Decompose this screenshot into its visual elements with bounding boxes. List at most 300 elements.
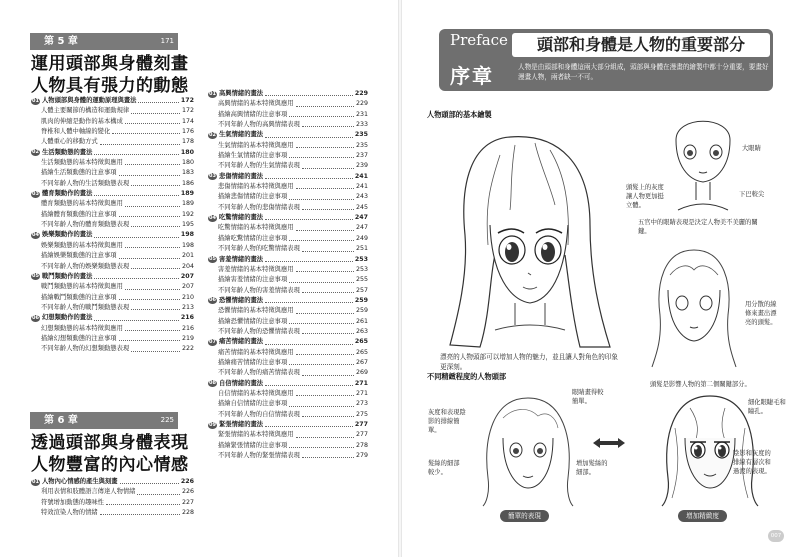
toc-entry-title: 體育類動態的基本特徵與應用 (41, 200, 123, 208)
toc-page-number: 233 (355, 121, 368, 129)
toc-entry-title: 高興情緒的基本特徵與應用 (218, 100, 294, 108)
toc-entry-title: 描繪生氣情緒的注意事項 (218, 152, 288, 160)
toc-entry-row (208, 120, 368, 130)
dot-leader (265, 213, 353, 220)
dot-leader (296, 348, 354, 355)
toc-entry-title: 自信情緒的畫法 (219, 379, 264, 387)
chapter-5-title: 運用頭部與身體刻畫 人物具有張力的動態 (31, 54, 189, 96)
toc-chapter-5 (31, 96, 194, 355)
dot-leader (131, 106, 180, 113)
toc-entry-row (208, 430, 368, 440)
toc-entry-row (208, 110, 368, 120)
annotation-gray-lines: 用分散的線條來畫出漂亮的頭髮。 (745, 301, 777, 326)
chapter-5-page: 171 (160, 37, 174, 45)
annotation-hair-second: 頭髮是影響人物的第二個關鍵部分。 (650, 381, 751, 388)
dot-leader (125, 282, 180, 289)
toc-entry-row (208, 368, 368, 378)
toc-page-number: 259 (354, 296, 368, 304)
dot-leader (296, 430, 354, 437)
section-number-badge: 08 (209, 380, 216, 387)
annotation-hair-top: 頭髮上的灰度讓人物更加挺立體。 (626, 184, 664, 209)
dot-leader (112, 127, 180, 134)
section-number-badge: 03 (209, 173, 216, 180)
toc-page-number: 241 (354, 172, 368, 180)
toc-page-number: 213 (181, 303, 194, 311)
toc-entry-row (208, 451, 368, 461)
dot-leader (289, 275, 354, 282)
toc-entry-title: 痛苦情緒的基本特徵與應用 (218, 348, 294, 356)
toc-entry-title: 不同年齡人物的痛苦情緒表現 (218, 369, 300, 377)
chapter-5-label: 第 5 章 171 (30, 33, 178, 50)
dot-leader (296, 306, 354, 313)
toc-page-number: 249 (355, 234, 368, 242)
dot-leader (289, 110, 354, 117)
dot-leader (125, 324, 180, 331)
girl-head-sketch (648, 245, 740, 370)
section-number-badge: 07 (209, 338, 216, 345)
dot-leader (119, 168, 180, 175)
dot-leader (125, 117, 180, 124)
toc-section-row (31, 96, 194, 106)
annotation-hair-detail-few: 髮絲的細部較少。 (428, 460, 460, 476)
section-number-badge: 05 (209, 256, 216, 262)
toc-page-number: 265 (354, 338, 368, 346)
toc-entry-title: 不同年齡人物的生活類動態表現 (41, 179, 130, 187)
toc-section-row (208, 296, 368, 306)
section-detail-levels-title: 不同精緻程度的人物頭部 (427, 372, 507, 381)
toc-entry-title: 利用表情和肢體語言傳達人物情緒 (41, 488, 136, 496)
toc-entry-title: 高興情緒的畫法 (219, 90, 264, 97)
dot-leader (100, 137, 180, 144)
toc-entry-row (208, 399, 368, 409)
section-number-badge: 09 (209, 421, 216, 428)
dot-leader (302, 203, 354, 210)
toc-entry-title: 描繪高興情緒的注意事項 (218, 110, 288, 118)
toc-entry-title: 描繪自信情緒的注意事項 (218, 400, 288, 408)
toc-entry-title: 人物內心情感的產生與刻畫 (42, 478, 118, 485)
toc-page-number: 183 (181, 169, 194, 177)
label-simple-expression: 簡單的表現 (500, 510, 549, 522)
toc-entry-title: 不同年齡人物的戰鬥類動態表現 (41, 303, 130, 311)
toc-entry-title: 不同年齡人物的恐懼情緒表現 (218, 327, 300, 335)
toc-page-number: 277 (354, 421, 368, 428)
dot-leader (94, 189, 178, 196)
toc-page-number: 176 (181, 128, 194, 136)
toc-entry-title: 恐懼情緒的畫法 (219, 296, 264, 304)
toc-page-number: 174 (181, 117, 194, 125)
toc-page-number: 201 (181, 252, 194, 260)
toc-entry-row (31, 262, 194, 272)
toc-page-number: 204 (181, 262, 194, 270)
toc-chapter-6 (31, 477, 194, 518)
toc-page-number: 207 (180, 272, 194, 280)
toc-entry-title: 脊椎和人體中軸線的變化 (41, 128, 111, 136)
toc-entry-title: 痛苦情緒的畫法 (219, 338, 264, 346)
toc-entry-row (208, 141, 368, 151)
toc-entry-title: 描繪體育類動態的注意事項 (41, 210, 117, 218)
toc-page-number: 207 (181, 283, 194, 291)
toc-page-number: 253 (354, 255, 368, 263)
toc-entry-row (208, 161, 368, 171)
dot-leader (131, 303, 180, 310)
toc-entry-row (31, 344, 194, 354)
toc-entry-title: 不同年齡人物的生氣情緒表現 (218, 162, 300, 170)
toc-entry-title: 幻想類動態的基本特徵與應用 (41, 324, 123, 332)
toc-entry-row (31, 334, 194, 344)
toc-page-number: 263 (355, 327, 368, 335)
dot-leader (106, 498, 180, 505)
annotation-hair-caption: 漂亮的人物頭部可以增加人物的魅力，並且讓人對角色的印象更深刻。 (440, 353, 619, 371)
toc-entry-title: 不同年齡人物的高興情緒表現 (218, 121, 300, 129)
toc-entry-row (31, 293, 194, 303)
toc-page-number: 226 (181, 488, 194, 496)
toc-entry-title: 人物頭部與身體的運動原理與畫法 (42, 97, 137, 104)
toc-entry-row (31, 137, 194, 147)
annotation-small-chin: 下巴較尖 (739, 191, 765, 198)
toc-entry-row (208, 265, 368, 275)
toc-page-number: 278 (355, 441, 368, 449)
label-increase-detail: 增加精緻度 (678, 510, 727, 522)
toc-entry-row (31, 210, 194, 220)
dot-leader (302, 327, 354, 334)
toc-entry-row (31, 199, 194, 209)
dot-leader (265, 420, 353, 427)
toc-entry-title: 不同年齡人物的吃驚情緒表現 (218, 245, 300, 253)
toc-entry-row (31, 241, 194, 251)
section-number-badge: 03 (32, 190, 39, 197)
toc-section-row (31, 477, 194, 487)
toc-page-number: 189 (181, 200, 194, 208)
section-number-badge: 06 (32, 314, 39, 321)
toc-section-row (31, 272, 194, 282)
dot-leader (302, 161, 354, 168)
toc-entry-row (31, 179, 194, 189)
toc-page-number: 180 (180, 148, 194, 156)
dot-leader (265, 130, 353, 137)
chapter-6-page: 225 (160, 416, 174, 424)
toc-entry-title: 描繪悲傷情緒的注意事項 (218, 193, 288, 201)
toc-entry-title: 體育類動作的畫法 (42, 190, 93, 198)
annotation-add-detail: 增加髮絲的細部。 (576, 460, 608, 476)
toc-entry-row (31, 158, 194, 168)
toc-page-number: 216 (180, 314, 194, 322)
toc-entry-title: 描繪緊張情緒的注意事項 (218, 441, 288, 449)
toc-entry-title: 描繪痛苦情緒的注意事項 (218, 358, 288, 366)
annotation-eye-note: 五官中的眼睛表現是決定人物美不美麗的關鍵。 (638, 219, 758, 235)
toc-entry-title: 肌肉的伸縮是動作的基本構成 (41, 117, 123, 125)
toc-entry-row (31, 282, 194, 292)
toc-page-number: 210 (181, 293, 194, 301)
toc-page-number: 219 (181, 334, 194, 342)
dot-leader (302, 286, 354, 293)
section-number-badge: 01 (209, 90, 216, 97)
toc-page-number: 275 (355, 410, 368, 418)
toc-entry-title: 不同年齡人物的娛樂類動態表現 (41, 262, 130, 270)
toc-entry-title: 特效渲染人物的情緒 (41, 509, 98, 517)
dot-leader (265, 172, 353, 179)
toc-entry-row (31, 127, 194, 137)
dot-leader (120, 477, 179, 484)
annotation-shadow-layers: 陰影和灰度的排線有層次和過渡的表現。 (733, 450, 771, 475)
toc-page-number: 245 (355, 203, 368, 211)
toc-entry-title: 戰鬥類動作的畫法 (42, 272, 93, 280)
dot-leader (119, 210, 180, 217)
toc-entry-title: 生活類動態的基本特徵與應用 (41, 159, 123, 167)
toc-entry-row (208, 358, 368, 368)
toc-page-number: 247 (355, 224, 368, 232)
toc-page-number: 271 (355, 389, 368, 397)
toc-entry-row (31, 168, 194, 178)
dot-leader (131, 344, 180, 351)
dot-leader (302, 368, 354, 375)
toc-entry-row (208, 182, 368, 192)
toc-page-number: 172 (181, 107, 194, 115)
dot-leader (289, 192, 354, 199)
dot-leader (289, 234, 354, 241)
toc-page-number: 237 (355, 152, 368, 160)
toc-entry-title: 娛樂類動態的基本特徵與應用 (41, 241, 123, 249)
toc-page-number: 239 (355, 162, 368, 170)
dot-leader (302, 451, 354, 458)
section-basic-head-title: 人物頭部的基本繪製 (427, 110, 492, 119)
dot-leader (125, 158, 180, 165)
toc-page-number: 247 (354, 214, 368, 222)
simple-head-sketch (478, 388, 578, 508)
toc-entry-row (31, 487, 194, 497)
toc-entry-title: 生氣情緒的畫法 (219, 131, 264, 139)
toc-entry-row (208, 348, 368, 358)
toc-entry-title: 不同年齡人物的悲傷情緒表現 (218, 203, 300, 211)
toc-entry-title: 娛樂類動作的畫法 (42, 231, 93, 239)
toc-entry-title: 吃驚情緒的畫法 (219, 214, 264, 222)
dot-leader (265, 255, 353, 262)
preface-title: 頭部和身體是人物的重要部分 (512, 33, 770, 57)
toc-section-row (208, 130, 368, 140)
toc-entry-title: 描繪害羞情緒的注意事項 (218, 276, 288, 284)
toc-section-row (208, 89, 368, 99)
section-number-badge: 01 (32, 478, 39, 485)
section-number-badge: 04 (32, 231, 39, 238)
toc-page-number: 255 (355, 276, 368, 284)
toc-entry-row (31, 303, 194, 313)
dot-leader (94, 148, 178, 155)
toc-entry-row (208, 203, 368, 213)
dot-leader (289, 399, 354, 406)
toc-page-number: 267 (355, 358, 368, 366)
dot-leader (131, 262, 180, 269)
front-face-sketch (668, 110, 738, 215)
toc-entry-title: 自信情緒的基本特徵與應用 (218, 389, 294, 397)
toc-entry-title: 描繪吃驚情緒的注意事項 (218, 234, 288, 242)
toc-entry-row (31, 117, 194, 127)
toc-entry-title: 不同年齡人物的幻想類動態表現 (41, 345, 130, 353)
toc-entry-title: 悲傷情緒的畫法 (219, 172, 264, 180)
dot-leader (131, 179, 180, 186)
toc-section-row (31, 189, 194, 199)
toc-page-number: 235 (355, 141, 368, 149)
toc-entry-title: 不同年齡人物的體育類動態表現 (41, 221, 130, 229)
toc-page-number: 186 (181, 179, 194, 187)
toc-page-number: 180 (181, 159, 194, 167)
dot-leader (296, 223, 354, 230)
toc-page-number: 257 (355, 286, 368, 294)
toc-entry-row (208, 306, 368, 316)
section-number-badge: 04 (209, 214, 216, 221)
toc-entry-row (208, 151, 368, 161)
toc-page-number: 228 (181, 509, 194, 517)
toc-entry-row (208, 275, 368, 285)
toc-entry-title: 恐懼情緒的基本特徵與應用 (218, 307, 294, 315)
toc-page-number: 271 (354, 379, 368, 387)
toc-entry-title: 描繪生活類動態的注意事項 (41, 169, 117, 177)
dot-leader (119, 293, 180, 300)
toc-page-number: 265 (355, 348, 368, 356)
girl-head-illustration (440, 125, 620, 350)
annotation-eye-simple: 眼睛畫得較簡單。 (572, 389, 604, 405)
toc-page-number: 235 (354, 131, 368, 139)
preface-text: 人物是由頭部和身體這兩大部分組成，頭部與身體在漫畫的繪製中都十分重要，要畫好漫畫人物，兩者缺一不可。 (518, 63, 769, 81)
toc-page-number: 229 (355, 100, 368, 108)
toc-section-row (208, 213, 368, 223)
toc-entry-title: 生活類動態的畫法 (42, 148, 93, 156)
comparison-arrow-icon (593, 438, 625, 448)
toc-page-number: 222 (181, 345, 194, 353)
dot-leader (289, 441, 354, 448)
toc-entry-row (208, 99, 368, 109)
toc-page-number: 178 (181, 138, 194, 146)
toc-section-row (208, 337, 368, 347)
dot-leader (296, 141, 354, 148)
dot-leader (265, 89, 353, 96)
annotation-lashes: 細化眼睫毛和瞳孔。 (748, 399, 786, 415)
dot-leader (296, 99, 354, 106)
toc-entry-title: 不同年齡人物的自信情緒表現 (218, 410, 300, 418)
dot-leader (265, 337, 353, 344)
toc-page-number: 277 (355, 431, 368, 439)
dot-leader (94, 230, 178, 237)
toc-entry-title: 害羞情緒的基本特徵與應用 (218, 265, 294, 273)
toc-entry-title: 緊張情緒的基本特徵與應用 (218, 431, 294, 439)
toc-entry-row (31, 508, 194, 518)
annotation-gray-simple: 灰度和表現陰影的排線簡單。 (428, 409, 466, 434)
dot-leader (296, 389, 354, 396)
toc-page-number: 216 (181, 324, 194, 332)
annotation-big-eyes: 大眼睛 (742, 145, 761, 152)
toc-entry-row (31, 498, 194, 508)
dot-leader (302, 244, 354, 251)
dot-leader (302, 410, 354, 417)
dot-leader (119, 334, 180, 341)
toc-page-number: 227 (181, 498, 194, 506)
toc-entry-row (208, 286, 368, 296)
toc-page-number: 273 (355, 400, 368, 408)
dot-leader (125, 199, 180, 206)
toc-chapter-5b (208, 89, 368, 461)
dot-leader (265, 379, 353, 386)
toc-entry-title: 描繪幻想類動態的注意事項 (41, 334, 117, 342)
toc-page-number: 198 (181, 241, 194, 249)
toc-entry-row (208, 441, 368, 451)
toc-entry-title: 害羞情緒的畫法 (219, 255, 264, 263)
toc-page-number: 241 (355, 183, 368, 191)
toc-entry-row (208, 223, 368, 233)
toc-page-number: 172 (180, 97, 194, 104)
toc-entry-title: 悲傷情緒的基本特徵與應用 (218, 183, 294, 191)
toc-entry-row (208, 244, 368, 254)
dot-leader (100, 508, 180, 515)
toc-entry-title: 幻想類動作的畫法 (42, 314, 93, 322)
toc-page-number: 269 (355, 369, 368, 377)
toc-entry-row (31, 324, 194, 334)
toc-section-row (31, 230, 194, 240)
toc-page-number: 243 (355, 193, 368, 201)
toc-entry-row (31, 220, 194, 230)
section-number-badge: 06 (209, 297, 216, 304)
dot-leader (94, 272, 178, 279)
dot-leader (265, 296, 353, 303)
section-number-badge: 02 (32, 149, 39, 156)
section-number-badge: 01 (32, 97, 39, 104)
dot-leader (289, 358, 354, 365)
toc-entry-title: 人體重心的移動方式 (41, 138, 98, 146)
toc-entry-row (31, 106, 194, 116)
toc-entry-row (208, 234, 368, 244)
dot-leader (296, 182, 354, 189)
toc-section-row (208, 420, 368, 430)
toc-entry-row (208, 410, 368, 420)
toc-entry-title: 吃驚情緒的基本特徵與應用 (218, 224, 294, 232)
chapter-name: 序章 (450, 64, 494, 88)
chapter-6-label: 第 6 章 225 (30, 412, 178, 429)
toc-entry-title: 戰鬥類動態的基本特徵與應用 (41, 283, 123, 291)
toc-page-number: 259 (355, 307, 368, 315)
dot-leader (94, 313, 178, 320)
toc-entry-title: 不同年齡人物的緊張情緒表現 (218, 452, 300, 460)
preface-word: Preface (450, 31, 508, 49)
toc-section-row (31, 313, 194, 323)
dot-leader (302, 120, 354, 127)
section-number-badge: 02 (209, 131, 216, 138)
toc-page-number: 231 (355, 110, 368, 118)
detailed-head-sketch (660, 388, 760, 508)
dot-leader (125, 241, 180, 248)
toc-page-number: 198 (180, 231, 194, 239)
toc-page-number: 251 (355, 245, 368, 253)
toc-page-number: 279 (355, 452, 368, 460)
toc-entry-row (208, 317, 368, 327)
dot-leader (131, 220, 180, 227)
toc-section-row (208, 255, 368, 265)
toc-entry-row (208, 192, 368, 202)
dot-leader (119, 251, 180, 258)
toc-section-row (208, 172, 368, 182)
dot-leader (138, 96, 178, 103)
dot-leader (289, 151, 354, 158)
toc-entry-row (208, 389, 368, 399)
toc-page-number: 229 (354, 90, 368, 97)
toc-entry-title: 生氣情緒的基本特徵與應用 (218, 141, 294, 149)
dot-leader (289, 317, 354, 324)
toc-page-number: 192 (181, 210, 194, 218)
toc-entry-row (31, 251, 194, 261)
toc-entry-title: 描繪娛樂類動態的注意事項 (41, 252, 117, 260)
section-number-badge: 05 (32, 273, 39, 280)
toc-page-number: 253 (355, 265, 368, 273)
dot-leader (137, 487, 180, 494)
toc-entry-title: 描繪恐懼情緒的注意事項 (218, 317, 288, 325)
toc-entry-title: 符號增加動態的趣味性 (41, 498, 104, 506)
toc-page-number: 226 (180, 478, 194, 485)
